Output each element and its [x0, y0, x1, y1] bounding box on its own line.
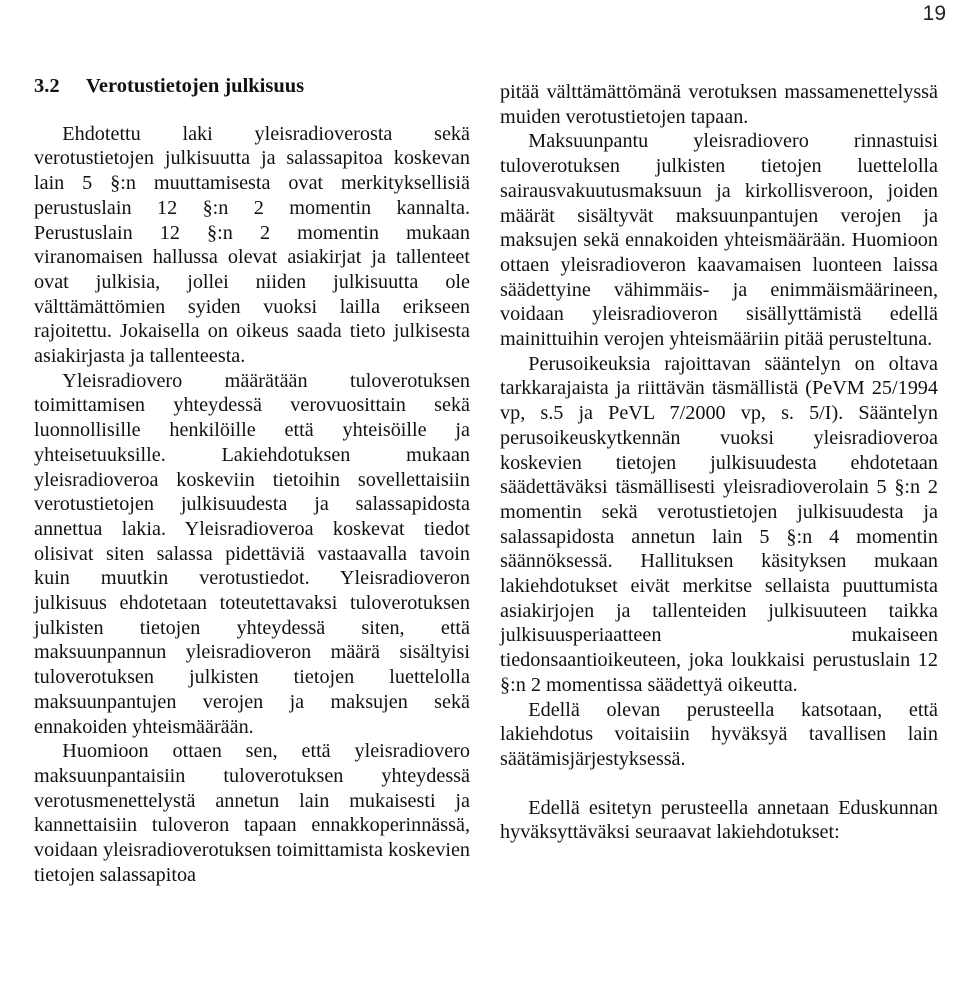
right-column [500, 80, 938, 845]
section-title: Verotustietojen julkisuus [86, 75, 305, 97]
section-heading [34, 74, 470, 99]
paragraph: Edellä olevan perusteella katsotaan, että lakiehdotus voitaisiin hyväksyä tavallisen lain säätämisjärjestyksessä. [500, 698, 938, 770]
left-column [34, 74, 470, 888]
paragraph: Maksuunpantu yleisradiovero rinnastuisi tuloverotuksen julkisten tietojen luettelolla sairausvakuutusmaksuun ja kirkollisveroon, joiden määrät sisältyvät maksuunpantujen verojen ja maksujen sekä ennakoiden yhteismäärään. Huomioon ottaen yleisradioveron kaavamaisen luonteen laissa säädettyine vähimmäis- ja enimmäismäärineen, voidaan yleisradioveron sisällyttämistä edellä mainittuihin verojen yhteismääriin pitää perusteltuna. [500, 130, 938, 351]
paragraph: Huomioon ottaen sen, että yleisradiovero maksuunpantaisiin tuloverotuksen yhteydessä verotusmenettelystä annetun lain mukaisesti ja kannettaisiin tuloveron tapaan ennakkoperinnässä, voidaan yleisradioverotuksen toimittamista koskevien tietojen salassapitoa [34, 740, 470, 886]
section-number: 3.2 [34, 75, 60, 97]
paragraph: Edellä esitetyn perusteella annetaan Eduskunnan hyväksyttäväksi seuraavat lakiehdotukset: [500, 796, 938, 844]
paragraph: pitää välttämättömänä verotuksen massamenettelyssä muiden verotustietojen tapaan. [500, 81, 938, 128]
paragraph: Ehdotettu laki yleisradioverosta sekä verotustietojen julkisuutta ja salassapitoa koskevan lain 5 §:n muuttamisesta ovat merkityksellisiä perustuslain 12 §:n 2 momentin kannalta. Perustuslain 12 §:n 2 momentin mukaan viranomaisen hallussa olevat asiakirjat ja tallenteet ovat julkisia, jollei niiden julkisuutta ole välttämättömien syiden vuoksi lailla erikseen rajoitettu. Jokaisella on oikeus saada tieto julkisesta asiakirjasta ja tallenteesta. [34, 122, 470, 368]
paragraph: Perusoikeuksia rajoittavan sääntelyn on oltava tarkkarajaista ja riittävän täsmällistä (PeVM 25/1994 vp, s.5 ja PeVL 7/2000 vp, s. 5/I). Sääntelyn perusoikeuskytkennän vuoksi yleisradioveroa koskevien tietojen julkisuudesta ehdotetaan säädettäväksi täsmällisesti yleisradioverolain 5 §:n 2 momentin sekä verotustietojen julkisuudesta ja salassapidosta annetun lain 5 §:n 4 momentin säännöksessä. Hallituksen käsityksen mukaan lakiehdotukset eivät merkitse sellaista puuttumista asiakirjojen ja tallenteiden julkisuuteen taikka julkisuusperiaatteen mukaiseen tiedonsaantioikeuteen, joka loukkaisi perustuslain 12 §:n 2 momentissa säädettyä oikeutta. [500, 352, 938, 696]
paragraph: Yleisradiovero määrätään tuloverotuksen toimittamisen yhteydessä verovuosittain sekä luonnollisille henkilöille että yhteisöille ja yhteisetuuksille. Lakiehdotuksen mukaan yleisradioveroa koskeviin tietoihin sovellettaisiin verotustietojen julkisuudesta ja salassapidosta annettua lakia. Yleisradioveroa koskevat tiedot olisivat siten salassa pidettäviä vastaavalla tavoin kuin muutkin verotustiedot. Yleisradioveron julkisuus ehdotetaan toteutettavaksi tuloverotuksen julkisten tietojen yhteydessä siten, että maksuunpannun yleisradioveron määrä sisältyisi tuloverotuksen julkisten tietojen luettelolla maksuunpantujen verojen ja maksujen sekä ennakoiden yhteismäärään. [34, 369, 470, 738]
page-number: 19 [922, 2, 946, 25]
